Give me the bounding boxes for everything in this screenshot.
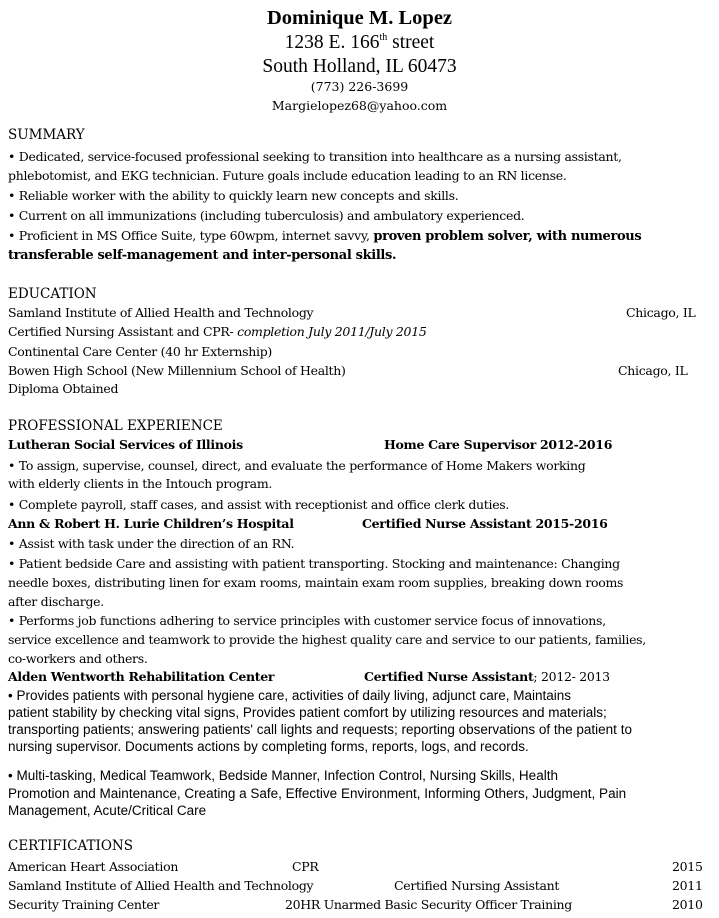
summary-bullet-3: • Current on all immunizations (including tuberculosis) and ambulatory experienced.: [8, 208, 525, 223]
street-number: 1238 E. 166: [284, 32, 380, 53]
email-address: Margielopez68@yahoo.com: [271, 98, 448, 113]
job-2-bullet-3-line-2: service excellence and teamwork to provide the highest quality care and service to our patients, families,: [8, 632, 646, 647]
street-ordinal: th: [379, 32, 388, 43]
summary-bullet-1-line-1: • Dedicated, service-focused professional seeking to transition into healthcare as a nursing assistant,: [8, 149, 622, 164]
cert-row-3-cert: 20HR Unarmed Basic Security Officer Training: [285, 897, 573, 912]
cert-row-2-year: 2011: [672, 878, 703, 893]
education-diploma: Diploma Obtained: [8, 381, 119, 396]
summary-bullet-2: • Reliable worker with the ability to quickly learn new concepts and skills.: [8, 188, 459, 203]
job-3-bullet-1-line-3: transporting patients; answering patients' call lights and requests; reporting observations of the patient to: [8, 722, 632, 737]
education-school-1: Samland Institute of Allied Health and Technology: [8, 305, 314, 320]
phone-number: (773) 226-3699: [310, 79, 409, 94]
cert-row-3-org: Security Training Center: [8, 897, 160, 912]
summary-bullet-1-line-2: phlebotomist, and EKG technician. Future goals include education leading to an RN license.: [8, 168, 567, 183]
education-school-2: Bowen High School (New Millennium School of Health): [8, 363, 346, 378]
cert-row-1-org: American Heart Association: [8, 859, 179, 874]
summary-heading: SUMMARY: [8, 127, 85, 143]
job-2-bullet-3-line-3: co-workers and others.: [8, 651, 148, 666]
job-3-bullet-1-line-4: nursing supervisor. Documents actions by completing forms, reports, logs, and records.: [8, 739, 529, 754]
job-3-bullet-1-line-1: • Provides patients with personal hygiene care, activities of daily living, adjunct care, Maintains: [8, 688, 572, 703]
job-2-employer: Ann & Robert H. Lurie Children’s Hospital: [8, 516, 294, 531]
city-state-zip: South Holland, IL 60473: [262, 56, 457, 77]
job-3-years: ; 2012- 2013: [533, 669, 610, 684]
job-2-title: Certified Nurse Assistant 2015-2016: [362, 516, 608, 531]
job-3-bullet-1-line-2: patient stability by checking vital signs, Provides patient comfort by utilizing resources and materials;: [8, 705, 607, 720]
certifications-heading: CERTIFICATIONS: [8, 838, 133, 854]
certification-completion: completion July 2011/July 2015: [237, 324, 427, 339]
cert-row-1-cert: CPR: [292, 859, 319, 874]
experience-heading: PROFESSIONAL EXPERIENCE: [8, 418, 223, 434]
skills-line-3: Management, Acute/Critical Care: [8, 803, 207, 818]
job-2-bullet-1: • Assist with task under the direction of an RN.: [8, 536, 295, 551]
job-1-bullet-1-line-1: • To assign, supervise, counsel, direct, and evaluate the performance of Home Makers working: [8, 458, 586, 473]
job-1-bullet-2: • Complete payroll, staff cases, and assist with receptionist and office clerk duties.: [8, 497, 510, 512]
education-school-1-location: Chicago, IL: [626, 305, 696, 320]
job-3-title: [364, 669, 610, 684]
education-heading: EDUCATION: [8, 286, 97, 302]
job-2-bullet-3-line-1: • Performs job functions adhering to service principles with customer service focus of innovations,: [8, 613, 606, 628]
cert-row-1-year: 2015: [672, 859, 703, 874]
summary-bullet-4-line-2: transferable self-management and inter-personal skills.: [8, 248, 397, 263]
skills-line-1: • Multi-tasking, Medical Teamwork, Bedside Manner, Infection Control, Nursing Skills, Health: [8, 768, 558, 783]
candidate-name: Dominique M. Lopez: [266, 7, 453, 29]
job-2-bullet-2-line-1: • Patient bedside Care and assisting with patient transporting. Stocking and maintenance: Changing: [8, 556, 620, 571]
job-3-employer: Alden Wentworth Rehabilitation Center: [8, 669, 275, 684]
cert-row-3-year: 2010: [672, 897, 703, 912]
street-name: street: [387, 32, 435, 53]
summary-bullet-4-line-1: [8, 228, 641, 244]
education-school-2-location: Chicago, IL: [618, 363, 688, 378]
job-2-bullet-2-line-2: needle boxes, distributing linen for exam rooms, maintain exam room supplies, breaking down rooms: [8, 575, 624, 590]
cert-row-2-cert: Certified Nursing Assistant: [394, 878, 560, 893]
job-2-bullet-2-line-3: after discharge.: [8, 594, 104, 609]
job-1-bullet-1-line-2: with elderly clients in the Intouch program.: [8, 476, 273, 491]
job-1-employer: Lutheran Social Services of Illinois: [8, 437, 243, 452]
skills-line-2: Promotion and Maintenance, Creating a Safe, Effective Environment, Informing Others, Judgment, Pain: [8, 786, 627, 801]
education-externship: Continental Care Center (40 hr Externship): [8, 344, 272, 359]
summary-bullet-4-text: • Proficient in MS Office Suite, type 60wpm, internet savvy,: [8, 228, 374, 243]
summary-bullet-4-bold: proven problem solver, with numerous: [373, 229, 642, 244]
cert-row-2-org: Samland Institute of Allied Health and Technology: [8, 878, 314, 893]
job-1-title: Home Care Supervisor 2012-2016: [384, 437, 613, 452]
job-3-title-text: Certified Nurse Assistant: [364, 669, 534, 684]
street-address: [0, 32, 719, 54]
education-certification: [8, 324, 427, 339]
certification-text: Certified Nursing Assistant and CPR-: [8, 324, 238, 339]
